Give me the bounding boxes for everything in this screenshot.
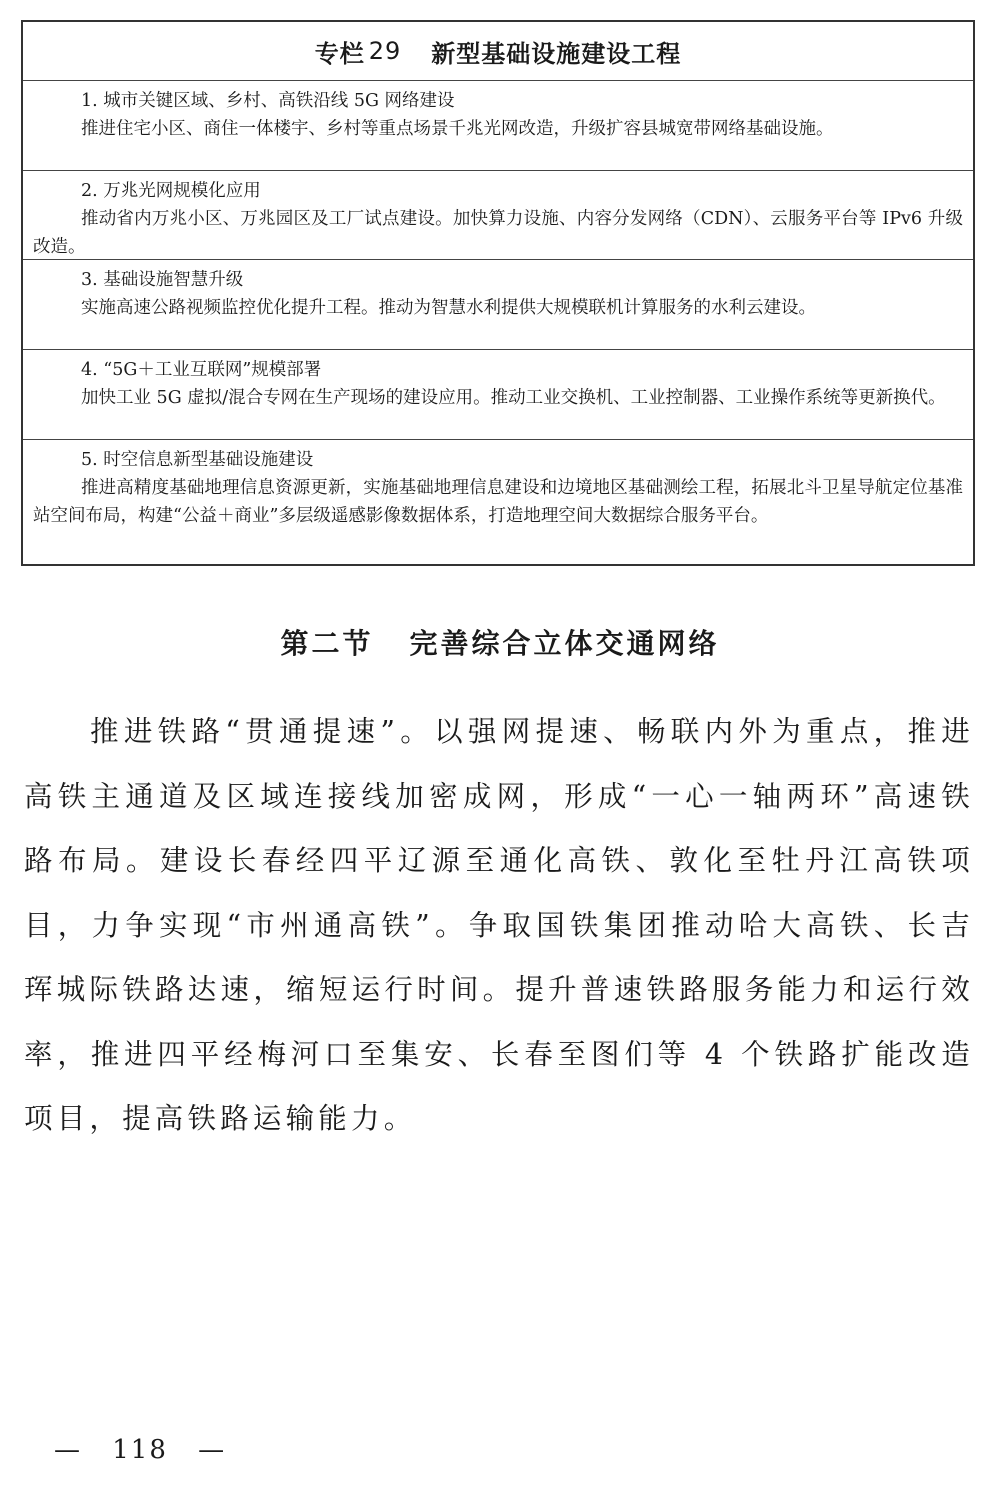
box-item-head: 4. “5G＋工业互联网”规模部署 [81,360,322,380]
box-item-3 [23,260,973,350]
box-item-head: 3. 基础设施智慧升级 [81,270,244,290]
box-title [23,22,973,81]
page-number: 118 [112,1435,168,1465]
body-paragraph: 推进铁路“贯通提速”。以强网提速、畅联内外为重点，推进高铁主通道及区域连接线加密成网，形成“一心一轴两环”高速铁路布局。建设长春经四平辽源至通化高铁、敦化至牡丹江高铁项目，力争实现“市州通高铁”。争取国铁集团推动哈大高铁、长吉珲城际铁路达速，缩短运行时间。提升普速铁路服务能力和运行效率，推进四平经梅河口至集安、长春至图们等 4 个铁路扩能改造项目，提高铁路运输能力。 [24,715,974,1135]
box-item-2 [23,171,973,260]
box-item-1 [23,81,973,171]
section-heading [0,622,1000,662]
box-item-head: 5. 时空信息新型基础设施建设 [81,450,314,470]
footer-dash-right: — [198,1435,227,1465]
box-item-5 [23,440,973,564]
page-footer [54,1435,226,1465]
box-item-body: 加快工业 5G 虚拟/混合专网在生产现场的建设应用。推动工业交换机、工业控制器、工业操作系统等更新换代。 [81,388,946,408]
footer-dash-left: — [54,1435,82,1465]
box-item-4 [23,350,973,440]
box-item-head: 2. 万兆光网规模化应用 [81,181,261,201]
box-item-head: 1. 城市关键区域、乡村、高铁沿线 5G 网络建设 [81,91,455,111]
box-title-text: 新型基础设施建设工程 [431,39,682,68]
section-number: 第二节 [280,627,374,660]
box-item-body: 推动省内万兆小区、万兆园区及工厂试点建设。加快算力设施、内容分发网络（CDN）、云服务平台等 IPv6 升级改造。 [33,209,963,257]
section-title: 完善综合立体交通网络 [409,627,720,660]
box-item-body: 推进高精度基础地理信息资源更新，实施基础地理信息建设和边境地区基础测绘工程，拓展北斗卫星导航定位基准站空间布局，构建“公益＋商业”多层级遥感影像数据体系，打造地理空间大数据综合服务平台。 [33,478,963,526]
box-item-body: 推进住宅小区、商住一体楼宇、乡村等重点场景千兆光网改造，升级扩容县城宽带网络基础设施。 [81,119,834,139]
box-item-body: 实施高速公路视频监控优化提升工程。推动为智慧水利提供大规模联机计算服务的水利云建设。 [81,298,816,318]
box-title-number: 29 [368,37,402,65]
box-title-prefix: 专栏 [314,39,365,68]
project-box [21,20,975,566]
